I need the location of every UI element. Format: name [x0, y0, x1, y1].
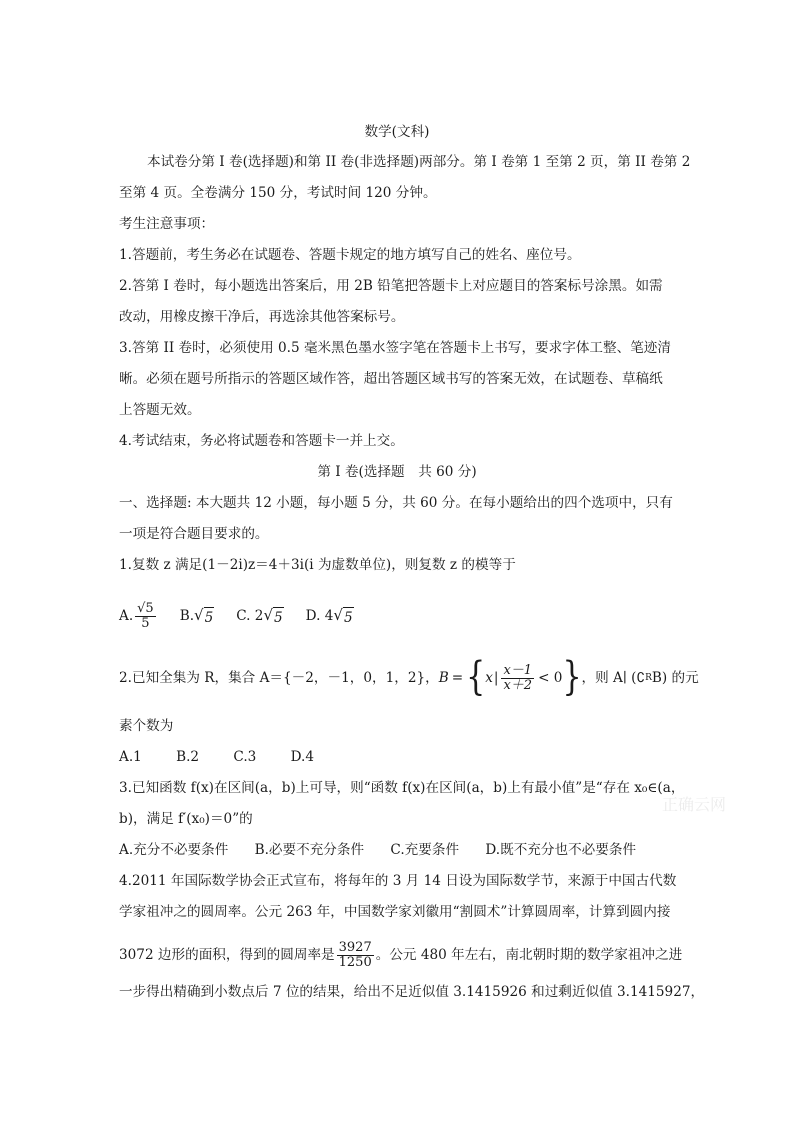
q3-option-b: B.必要不充分条件 [254, 842, 365, 858]
notice-2-cont: 改动，用橡皮擦干净后，再选涂其他答案标号。 [119, 309, 405, 325]
q1-option-b [180, 605, 215, 628]
q2-options [119, 747, 675, 767]
q2-option-d: D.4 [290, 749, 315, 765]
q4-pi-fraction [337, 941, 374, 969]
q2-stem [119, 654, 699, 701]
q4-fraction-denominator: 1250 [338, 954, 372, 970]
q2-stem-cont: 素个数为 [119, 718, 174, 734]
q4-line-3-part-a: 3072 边形的面积，得到的圆周率是 [119, 947, 335, 963]
q2-option-b: B.2 [176, 749, 200, 765]
q1-options [119, 598, 675, 634]
sqrt-icon: √ 5 [333, 605, 353, 626]
q2-set-fraction [501, 664, 534, 692]
q3-options [119, 840, 675, 860]
q2-stem-part-b: ，则 A∣ (∁ [581, 670, 646, 686]
notice-1: 1.答题前，考生务必在试题卷、答题卡规定的地方填写自己的姓名、座位号。 [119, 247, 581, 263]
q1-option-c-label: C. 2 [236, 608, 264, 624]
q3-line-2: b)，满足 f′(x₀)＝0”的 [119, 811, 253, 827]
q1-option-a-denominator: 5 [141, 615, 150, 631]
intro-line-1: 本试卷分第 I 卷(选择题)和第 II 卷(非选择题)两部分。第 I 卷第 1 至第 2 页，第 II 卷第 2 [147, 154, 691, 170]
part-heading: 第 I 卷(选择题 共 60 分) [317, 464, 477, 480]
q1-option-b-label: B. [179, 608, 195, 624]
q2-stem-part-c: B) 的元 [651, 670, 699, 686]
notice-2: 2.答第 I 卷时，每小题选出答案后，用 2B 铅笔把答题卡上对应题目的答案标号涂黑。如需 [119, 278, 663, 294]
notice-4: 4.考试结束，务必将试题卷和答题卡一并上交。 [119, 433, 404, 449]
q2-set-b-name: B [438, 670, 449, 686]
q3-line-1: 3.已知函数 f(x)在区间(a，b)上可导，则“函数 f(x)在区间(a，b)上有最小值”是“存在 x₀∈(a， [119, 780, 685, 796]
left-brace-icon: { [466, 654, 486, 701]
q2-option-a: A.1 [119, 749, 142, 765]
q1-option-d-label: D. 4 [305, 608, 334, 624]
q3-option-a: A.充分不必要条件 [119, 842, 229, 858]
section-heading-2: 一项是符合题目要求的。 [119, 526, 269, 542]
q2-fraction-numerator: x－1 [503, 662, 533, 678]
intro-line-2: 至第 4 页。全卷满分 150 分，考试时间 120 分钟。 [119, 185, 437, 201]
q4-line-3-part-b: 。公元 480 年左右，南北朝时期的数学家祖冲之进 [375, 947, 683, 963]
q1-option-a [119, 602, 158, 630]
q1-option-b-radicand: 5 [204, 607, 215, 628]
q2-fraction-denominator: x＋2 [503, 677, 533, 693]
q4-fraction-numerator: 3927 [338, 939, 372, 955]
q1-option-a-fraction [135, 602, 156, 630]
q4-line-1: 4.2011 年国际数学协会正式宣布，将每年的 3 月 14 日设为国际数学节，来源于中国古代数 [119, 873, 677, 889]
q3-option-d: D.既不充分也不必要条件 [485, 842, 637, 858]
set-bar-icon: | [493, 670, 499, 686]
notice-3-cont: 晰。必须在题号所指示的答题区域作答，超出答题区域书写的答案无效，在试题卷、草稿纸 [119, 371, 663, 387]
q2-set-variable: x [485, 670, 493, 686]
q4-line-2: 学家祖冲之的圆周率。公元 263 年，中国数学家刘徽用“割圆术”计算圆周率，计算到圆内接 [119, 904, 671, 920]
page-title: 数学(文科) [364, 124, 430, 140]
right-brace-icon: } [562, 654, 582, 701]
q2-set-equals: = [451, 670, 464, 686]
q1-option-c-radicand: 5 [273, 607, 284, 628]
q1-stem: 1.复数 z 满足(1－2i)z＝4＋3i(i 为虚数单位)，则复数 z 的模等于 [119, 557, 516, 573]
q4-line-3 [119, 938, 683, 972]
q1-option-d-radicand: 5 [343, 607, 354, 628]
notice-heading: 考生注意事项： [119, 216, 215, 232]
q1-option-a-numerator: √5 [137, 600, 154, 616]
q4-line-4: 一步得出精确到小数点后 7 位的结果，给出不足近似值 3.1415926 和过剩近似值 3.1415927， [119, 984, 705, 1000]
section-heading-1: 一、选择题: 本大题共 12 小题，每小题 5 分，共 60 分。在每小题给出的四个选项中，只有 [119, 495, 673, 511]
notice-3: 3.答第 II 卷时，必须使用 0.5 毫米黑色墨水签字笔在答题卡上书写，要求字体工整、笔迹清 [119, 340, 671, 356]
sqrt-icon: √ 5 [194, 605, 214, 626]
q1-option-c [236, 605, 283, 628]
watermark: 正确云网 [662, 795, 727, 814]
q2-inequality: < 0 [538, 670, 563, 686]
q2-option-c: C.3 [233, 749, 257, 765]
q2-stem-part-a: 2.已知全集为 R，集合 A＝{－2，－1，0，1，2}， [119, 670, 439, 686]
sqrt-icon: √ 5 [263, 605, 283, 626]
notice-3-cont-2: 上答题无效。 [119, 402, 201, 418]
q3-option-c: C.充要条件 [390, 842, 460, 858]
q1-option-d [306, 605, 354, 628]
q1-option-a-label: A. [119, 608, 134, 624]
q2-complement-subscript: R [645, 673, 652, 683]
